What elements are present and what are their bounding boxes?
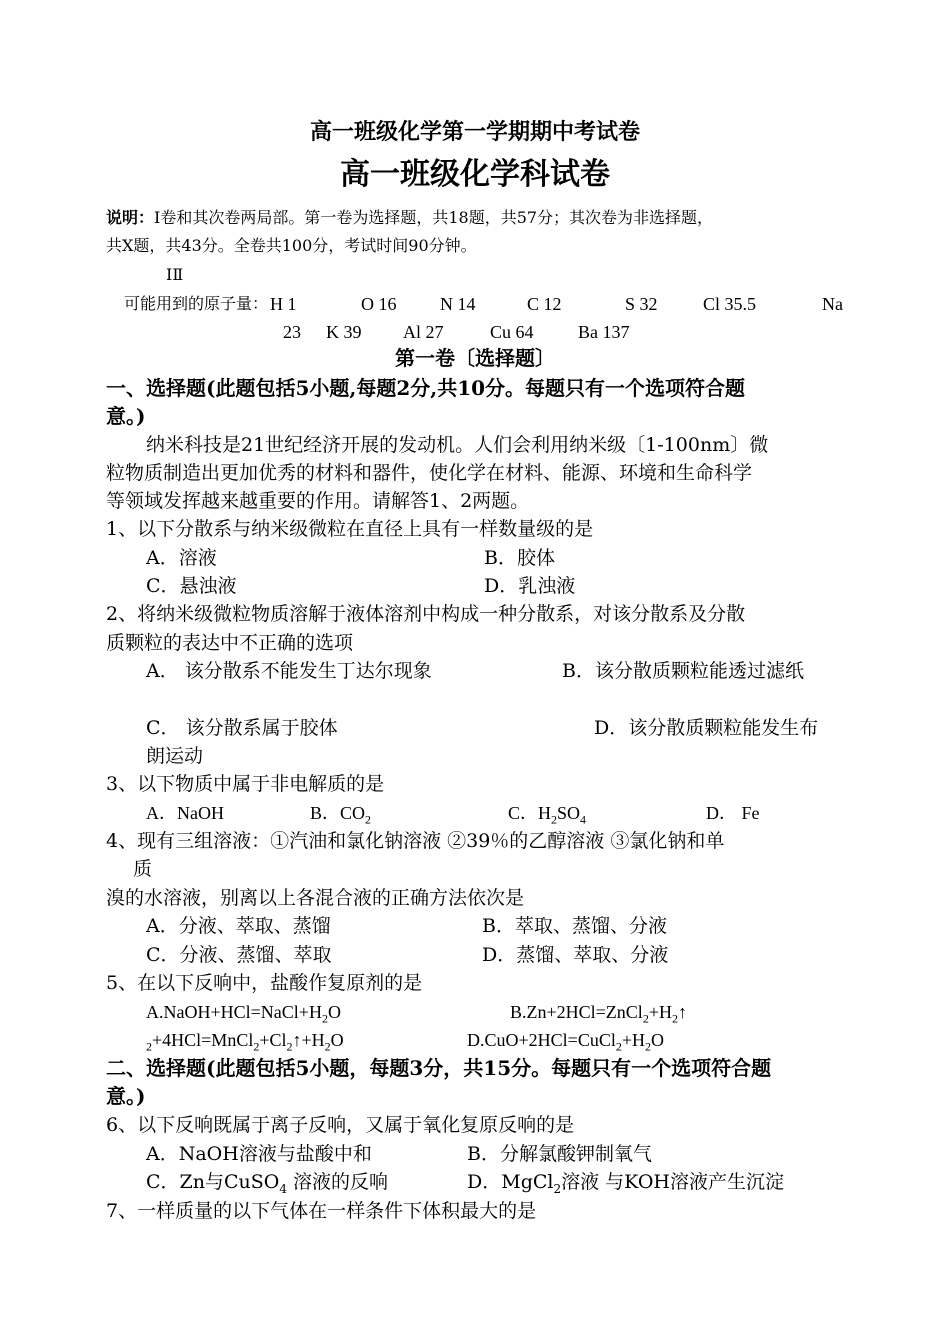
atomic-mass-item: O 16 — [361, 294, 397, 314]
q3-option-c: C．$H_2SO_4$ — [508, 803, 587, 827]
atomic-mass-label: 可能用到的原子量： — [124, 294, 269, 313]
atomic-mass-item: 23 — [283, 322, 301, 342]
q5-option-b: $B.Zn+2HCl=ZnCl_2+H_2↑$ — [510, 1002, 687, 1026]
atomic-mass-item: H 1 — [270, 294, 297, 314]
atomic-mass-item: Cu 64 — [490, 322, 534, 342]
q1-option-a: A．溶液 — [146, 547, 217, 569]
section-2-heading-cont: 意。) — [106, 1084, 146, 1108]
instructions-line-2: 共X题，共43分。全卷共100分，考试时间90分钟。 — [106, 236, 477, 255]
q1-option-d: D．乳浊液 — [484, 575, 576, 597]
atomic-mass-item: K 39 — [326, 322, 362, 342]
q6-option-a: A．NaOH溶液与盐酸中和 — [146, 1143, 372, 1165]
question-4-stem: 4、现有三组溶液：①汽油和氯化钠溶液 ②39％的乙醇溶液 ③氯化钠和单 — [106, 830, 725, 852]
q5-option-a: $A.NaOH+HCl=NaCl+H_2O$ — [146, 1002, 341, 1026]
atomic-mass-item: N 14 — [440, 294, 476, 314]
atomic-mass-item: C 12 — [527, 294, 562, 314]
q4-option-d: D．蒸馏、萃取、分液 — [482, 944, 669, 966]
q2-option-d: D．该分散质颗粒能发生布 — [594, 717, 819, 739]
part-one-title: 第一卷〔选择题〕 — [395, 346, 555, 370]
section-2-heading: 二、选择题(此题包括5小题，每题3分，共15分。每题只有一个选项符合题 — [106, 1056, 772, 1080]
q6-option-c: C．Zn与CuSO$_4$ 溶液的反响 — [146, 1171, 389, 1196]
atomic-mass-item: Na — [822, 294, 843, 314]
q2-option-d-cont: 朗运动 — [146, 745, 204, 767]
passage-line: 粒物质制造出更加优秀的材料和器件，使化学在材料、能源、环境和生命科学 — [106, 462, 753, 484]
q2-option-b: B．该分散质颗粒能透过滤纸 — [562, 660, 804, 682]
q4-option-b: B．萃取、蒸馏、分液 — [482, 915, 667, 937]
question-4-stem-cont: 溴的水溶液，别离以上各混合液的正确方法依次是 — [106, 887, 525, 909]
q5-option-c: $_2+4HCl=MnCl_2+Cl_2↑+H_2O$ — [146, 1030, 344, 1054]
atomic-mass-item: S 32 — [625, 294, 658, 314]
q1-option-c: C．悬浊液 — [146, 575, 237, 597]
q6-option-b: B．分解氯酸钾制氧气 — [467, 1143, 652, 1165]
instructions-label: 说明： — [106, 208, 155, 227]
passage-line: 等领域发挥越来越重要的作用。请解答1、2两题。 — [106, 490, 530, 512]
q3-option-b: B．$CO_2$ — [310, 803, 372, 827]
q3-option-d: D． Fe — [706, 803, 760, 823]
exam-title: 高一班级化学第一学期期中考试卷 — [309, 119, 640, 145]
q2-option-a: A． 该分散系不能发生丁达尔现象 — [146, 660, 432, 682]
q2-option-c: C． 该分散系属于胶体 — [146, 717, 338, 739]
volume-numerals: ⅠⅡ — [166, 265, 184, 284]
q4-option-c: C．分液、蒸馏、萃取 — [146, 944, 332, 966]
section-1-heading-cont: 意。) — [106, 404, 146, 428]
question-2-stem-cont: 质颗粒的表达中不正确的选项 — [106, 632, 354, 654]
q3-option-a: A．NaOH — [146, 803, 224, 823]
section-1-heading: 一、选择题(此题包括5小题,每题2分,共10分。每题只有一个选项符合题 — [106, 376, 746, 400]
q4-option-a: A．分液、萃取、蒸馏 — [146, 915, 331, 937]
q6-option-d: D．MgCl$_2$溶液 与KOH溶液产生沉淀 — [467, 1171, 784, 1196]
exam-subtitle: 高一班级化学科试卷 — [340, 157, 610, 192]
q5-option-d: $D.CuO+2HCl=CuCl_2+H_2O$ — [467, 1030, 664, 1054]
atomic-mass-item: Cl 35.5 — [703, 294, 757, 314]
question-4-stem-cont: 质 — [133, 858, 153, 880]
question-3-stem: 3、以下物质中属于非电解质的是 — [106, 773, 385, 795]
question-2-stem: 2、将纳米级微粒物质溶解于液体溶剂中构成一种分散系，对该分散系及分散 — [106, 603, 746, 625]
question-5-stem: 5、在以下反响中，盐酸作复原剂的是 — [106, 972, 423, 994]
atomic-mass-item: Al 27 — [403, 322, 444, 342]
passage-line: 纳米科技是21世纪经济开展的发动机。人们会利用纳米级〔1-100nm〕微 — [146, 434, 769, 456]
question-6-stem: 6、以下反响既属于离子反响，又属于氧化复原反响的是 — [106, 1114, 575, 1136]
instructions-line-1: 说明：Ⅰ卷和其次卷两局部。第一卷为选择题，共18题，共57分；其次卷为非选择题， — [106, 208, 714, 227]
q1-option-b: B．胶体 — [484, 547, 555, 569]
question-7-stem: 7、一样质量的以下气体在一样条件下体积最大的是 — [106, 1200, 537, 1222]
atomic-mass-item: Ba 137 — [578, 322, 630, 342]
question-1-stem: 1、以下分散系与纳米级微粒在直径上具有一样数量级的是 — [106, 518, 594, 540]
